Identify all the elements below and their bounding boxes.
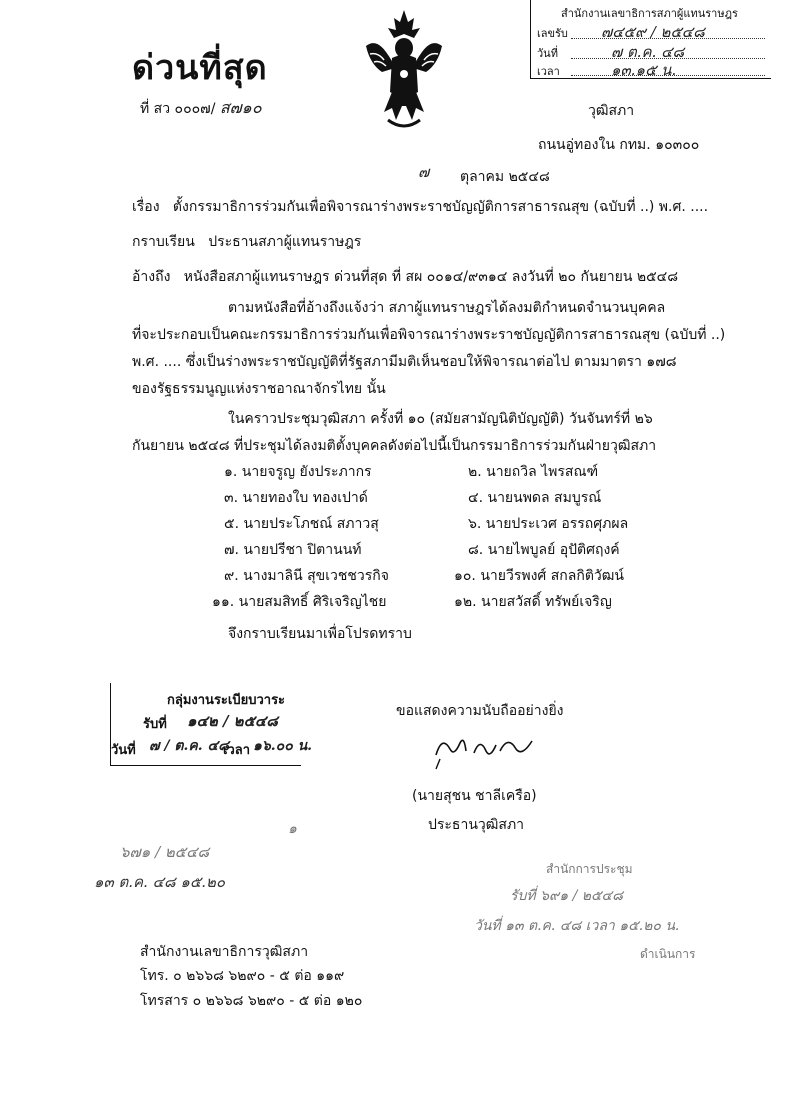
member-item: ๑. นายจรูญ ยังประภากร (224, 464, 372, 480)
member-item: ๕. นายประโภชณ์ สภาวสุ (224, 516, 379, 532)
member-item: ๓. นายทองใบ ทองเปาด์ (224, 490, 368, 506)
body-p1-line: ของรัฐธรรมนูญแห่งราชอาณาจักรไทย นั้น (132, 381, 386, 397)
stamp-left-recv-value: ๑๔๒ / ๒๕๔๘ (187, 712, 278, 730)
stamp-time-label: เวลา (537, 65, 560, 78)
addressee-line (132, 231, 361, 253)
doc-number (140, 96, 262, 121)
reference-text: หนังสือสภาผู้แทนราษฎร ด่วนที่สุด ที่ สผ ๐๐๑๔/๙๓๑๔ ลงวันที่ ๒๐ กันยายน ๒๕๔๘ (183, 269, 679, 285)
stamp-br-line4: ดำเนินการ (640, 947, 696, 961)
reference-label: อ้างถึง (132, 269, 171, 285)
stamp-date-value: ๗ ต.ค. ๔๘ (611, 43, 685, 61)
signature-icon (430, 725, 540, 771)
reference-line (132, 266, 678, 288)
footer-office: สำนักงานเลขาธิการวุฒิสภา (140, 944, 309, 960)
addressee-text: ประธานสภาผู้แทนราษฎร (208, 234, 362, 250)
stamp-mid-left-line1: ๑ (288, 821, 297, 837)
stamp-mid-left-line2: ๖๗๑ / ๒๕๔๘ (120, 843, 210, 861)
footer-tel: โทร. ๐ ๒๖๖๘ ๖๒๙๐ - ๕ ต่อ ๑๑๙ (140, 968, 345, 984)
signatory-position: ประธานวุฒิสภา (428, 817, 525, 833)
stamp-br-line3: วันที่ ๑๓ ต.ค. ๔๘ เวลา ๑๕.๒๐ น. (474, 918, 680, 934)
member-item: ๑๑. นายสมสิทธิ์ ศิริเจริญไชย (212, 594, 387, 610)
body-p2-line: ในคราวประชุมวุฒิสภา ครั้งที่ ๑๐ (สมัยสามัญนิติบัญญัติ) วันจันทร์ที่ ๒๖ (228, 411, 653, 427)
subject-text: ตั้งกรรมาธิการร่วมกันเพื่อพิจารณาร่างพระราชบัญญัติการสาธารณสุข (ฉบับที่ ..) พ.ศ. .... (172, 199, 709, 215)
doc-number-prefix: ที่ สว ๐๐๐๗/ (140, 101, 216, 117)
body-p1-line: ตามหนังสือที่อ้างถึงแจ้งว่า สภาผู้แทนราษฎรได้ลงมติกำหนดจำนวนบุคคล (228, 300, 666, 316)
stamp-br-line1: สำนักการประชุม (546, 862, 633, 876)
registry-stamp-left (110, 683, 313, 766)
member-item: ๔. นายนพดล สมบูรณ์ (468, 490, 602, 506)
doc-number-handwritten: ส๗๑๐ (219, 98, 262, 117)
stamp-line (571, 75, 765, 76)
stamp-left-time-value: ๑๖.๐๐ น. (253, 738, 313, 754)
stamp-no-value: ๗๔๕๙ / ๒๕๔๘ (601, 23, 705, 41)
sender-address: ถนนอู่ทองใน กทม. ๑๐๓๐๐ (538, 137, 700, 153)
member-item: ๘. นายไพบูลย์ อุปัติศฤงค์ (468, 542, 620, 558)
stamp-mid-left-line3: ๑๓ ต.ค. ๔๘ ๑๕.๒๐ (94, 873, 226, 891)
stamp-left-time-label: เวลา (223, 743, 251, 758)
sender-office: วุฒิสภา (588, 103, 635, 119)
salutation: ขอแสดงความนับถืออย่างยิ่ง (396, 703, 564, 719)
garuda-emblem-icon (362, 8, 446, 132)
stamp-time-value: ๑๓.๑๕ น. (611, 61, 677, 79)
stamp-line (571, 38, 765, 39)
closing-line: จึงกราบเรียนมาเพื่อโปรดทราบ (228, 626, 412, 642)
stamp-no-label: เลขรับ (537, 27, 568, 40)
document-date: ตุลาคม ๒๕๔๘ (460, 169, 550, 185)
subject-line (132, 196, 708, 218)
body-p1-line: พ.ศ. .... ซึ่งเป็นร่างพระราชบัญญัติที่รัฐสภามีมติเห็นชอบให้พิจารณาต่อไป ตามมาตรา ๑๗๘ (132, 354, 677, 370)
stamp-left-recv-label: รับที่ (143, 717, 167, 732)
member-item: ๑๐. นายวีรพงศ์ สกลกิติวัฒน์ (454, 568, 624, 584)
subject-label: เรื่อง (132, 199, 160, 215)
member-item: ๗. นายปรีชา ปิตานนท์ (224, 542, 362, 558)
stamp-date-label: วันที่ (537, 47, 558, 60)
member-item: ๒. นายถวิล ไพรสณฑ์ (468, 464, 599, 480)
body-p1-line: ที่จะประกอบเป็นคณะกรรมาธิการร่วมกันเพื่อพิจารณาร่างพระราชบัญญัติการสาธารณสุข (ฉบับที่ ..) (132, 327, 726, 343)
member-item: ๙. นางมาลินี สุขเวชชวรกิจ (224, 568, 389, 584)
urgency-heading: ด่วนที่สุด (132, 48, 268, 88)
stamp-title: สำนักงานเลขาธิการสภาผู้แทนราษฎร (561, 7, 738, 20)
addressee-label: กราบเรียน (132, 234, 195, 250)
stamp-br-line2: รับที่ ๖๙๑ / ๒๕๔๘ (510, 888, 623, 904)
stamp-left-date-value: ๗ / ต.ค. ๔๘ (149, 738, 229, 754)
receipt-stamp-top (530, 0, 771, 79)
body-p2-line: กันยายน ๒๕๔๘ ที่ประชุมได้ลงมติตั้งบุคคลดังต่อไปนี้เป็นกรรมาธิการร่วมกันฝ่ายวุฒิสภา (132, 438, 657, 454)
member-item: ๑๒. นายสวัสดิ์ ทรัพย์เจริญ (454, 594, 612, 610)
signatory-name: (นายสุชน ชาลีเครือ) (412, 788, 537, 804)
footer-fax: โทรสาร ๐ ๒๖๖๘ ๖๒๙๐ - ๕ ต่อ ๑๒๐ (140, 993, 363, 1009)
stamp-left-date-label: วันที่ (111, 743, 136, 758)
date-day-handwritten: ๗ (418, 163, 430, 181)
stamp-left-title: กลุ่มงานระเบียบวาระ (167, 693, 286, 708)
member-item: ๖. นายประเวศ อรรถศุภผล (468, 516, 629, 532)
